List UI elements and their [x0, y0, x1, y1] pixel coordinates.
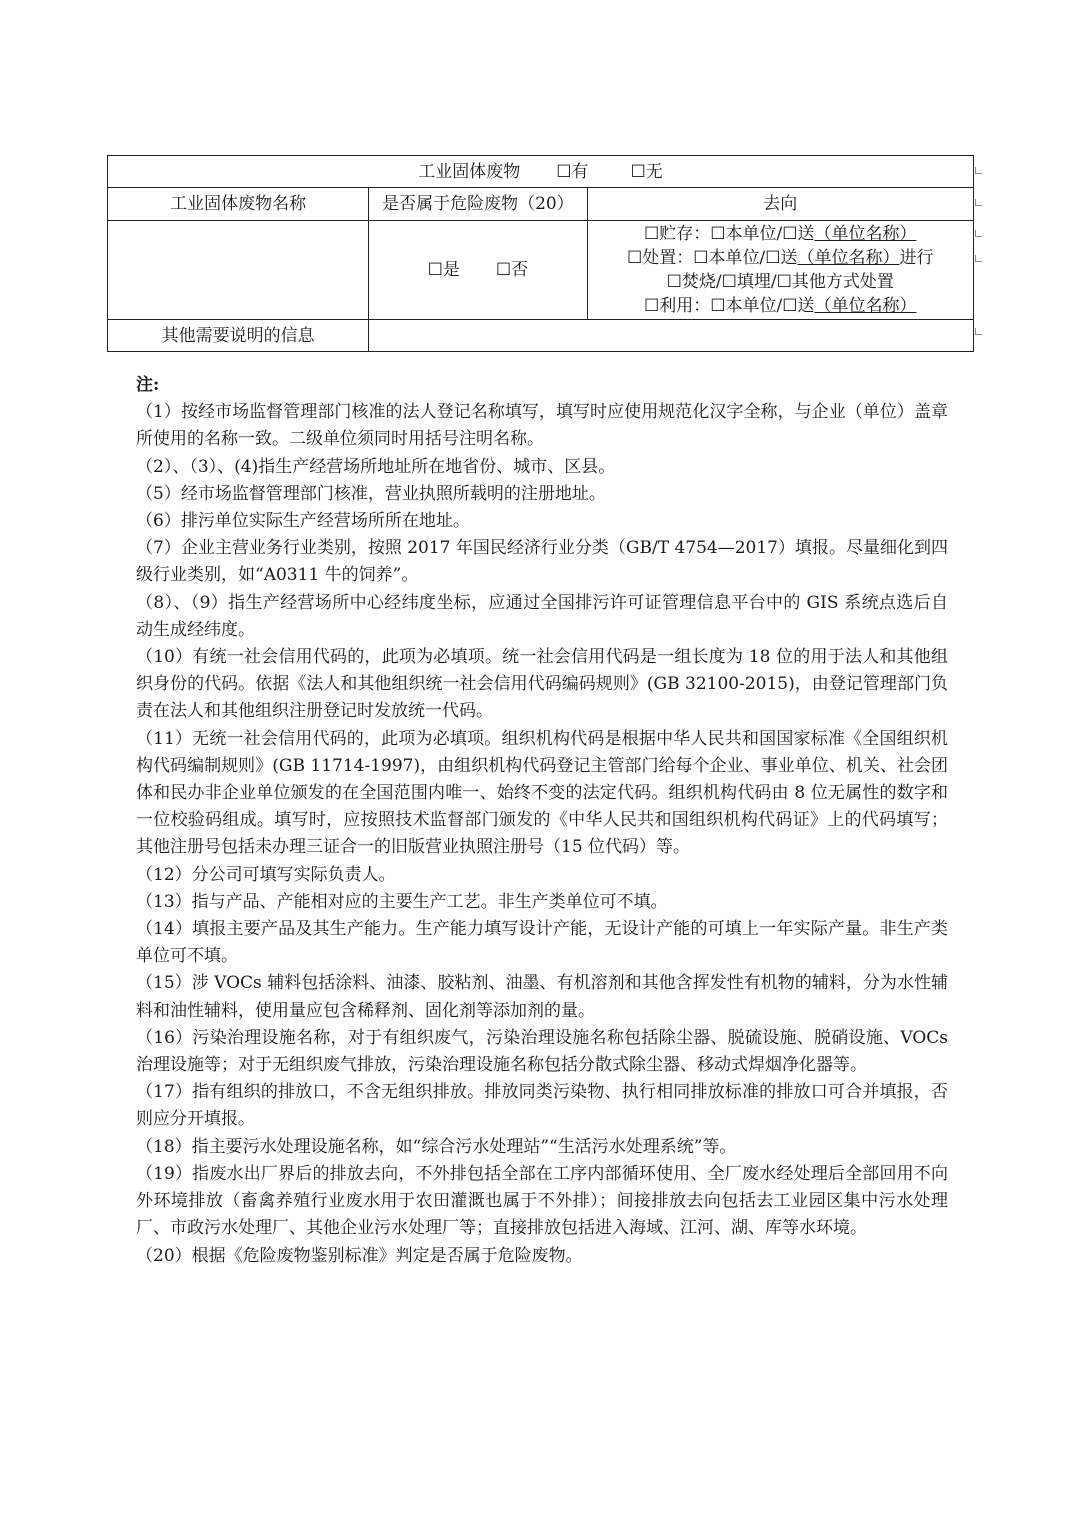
hazardous-no-checkbox[interactable]: ☐否: [495, 260, 529, 280]
use-options[interactable]: ☐利用：☐本单位/☐送: [644, 296, 815, 316]
column-header-hazardous: 是否属于危险废物（20）: [369, 188, 587, 221]
use-unit-name-field[interactable]: （单位名称）: [814, 296, 917, 316]
other-info-field[interactable]: [369, 320, 974, 352]
note-item: （5）经市场监督管理部门核准，营业执照所载明的注册地址。: [136, 483, 606, 504]
solid-waste-no-checkbox[interactable]: ☐无: [630, 161, 663, 182]
note-item: （1）按经市场监督管理部门核准的法人登记名称填写，填写时应使用规范化汉字全称，与企业（单位）盖章所使用的名称一致。二级单位须同时用括号注明名称。: [136, 402, 948, 450]
solid-waste-yes-checkbox[interactable]: ☐有: [556, 161, 589, 182]
note-item: （8）、（9）指生产经营场所中心经纬度坐标，应通过全国排污许可证管理信息平台中的 GIS 系统点选后自动生成经纬度。: [136, 592, 948, 640]
note-item: （20）根据《危险废物鉴别标准》判定是否属于危险废物。: [136, 1245, 583, 1266]
hazardous-yes-checkbox[interactable]: ☐是: [427, 260, 460, 280]
notes-title: 注:: [136, 375, 160, 395]
destination-storage-line: [588, 222, 973, 246]
paragraph-mark-icon: [975, 199, 982, 206]
paragraph-mark-icon: [975, 230, 982, 237]
destination-disposal-line: [588, 246, 973, 270]
note-item: （2）、（3）、(4)指生产经营场所地址所在地省份、城市、区县。: [136, 456, 616, 477]
note-item: （12）分公司可填写实际负责人。: [136, 864, 396, 885]
column-header-destination: 去向: [587, 188, 973, 221]
storage-unit-name-field[interactable]: （单位名称）: [814, 224, 917, 244]
notes-section: [136, 372, 948, 1270]
solid-waste-table: [107, 155, 974, 352]
note-item: （18）指主要污水处理设施名称，如“综合污水处理站”“生活污水处理系统”等。: [136, 1136, 737, 1157]
destination-disposal-methods-line[interactable]: ☐焚烧/☐填埋/☐其他方式处置: [666, 272, 894, 292]
note-item: （11）无统一社会信用代码的，此项为必填项。组织机构代码是根据中华人民共和国国家标准《全国组织机构代码编制规则》(GB 11714-1997)，由组织机构代码登记主管部门给每个企业、事业单位、机关、社会团体和民办非企业单位颁发的在全国范围内唯一、始终不变的法定代码。组织机构代码由 8 位无属性的数字和一位校验码组成。填写时，应按照技术监督部门颁发的《中华人民共和国组织机构代码证》上的代码填写；其他注册号包括未办理三证合一的旧版营业执照注册号（15 位代码）等。: [136, 728, 948, 858]
note-item: （16）污染治理设施名称，对于有组织废气，污染治理设施名称包括除尘器、脱硫设施、脱硝设施、VOCs 治理设施等；对于无组织废气排放，污染治理设施名称包括分散式除尘器、移动式焊烟净化器等。: [136, 1027, 948, 1076]
disposal-options[interactable]: ☐处置：☐本单位/☐送: [627, 248, 798, 268]
destination-use-line: [588, 294, 973, 318]
other-info-label: 其他需要说明的信息: [108, 320, 369, 352]
note-item: （17）指有组织的排放口，不含无组织排放。排放同类污染物、执行相同排放标准的排放口可合并填报，否则应分开填报。: [136, 1082, 948, 1130]
note-item: （15）涉 VOCs 辅料包括涂料、油漆、胶粘剂、油墨、有机溶剂和其他含挥发性有机物的辅料，分为水性辅料和油性辅料，使用量应包含稀释剂、固化剂等添加剂的量。: [136, 973, 948, 1021]
paragraph-mark-icon: [975, 328, 982, 335]
solid-waste-header: [108, 156, 974, 188]
note-item: （13）指与产品、产能相对应的主要生产工艺。非生产类单位可不填。: [136, 891, 668, 912]
note-item: （7）企业主营业务行业类别，按照 2017 年国民经济行业分类（GB/T 4754—2017）填报。尽量细化到四级行业类别，如“A0311 牛的饲养”。: [136, 538, 948, 586]
column-header-waste-name: 工业固体废物名称: [108, 188, 369, 221]
note-item: （19）指废水出厂界后的排放去向，不外排包括全部在工序内部循环使用、全厂废水经处理后全部回用不向外环境排放（畜禽养殖行业废水用于农田灌溉也属于不外排）；间接排放去向包括去工业园区集中污水处理厂、市政污水处理厂、其他企业污水处理厂等；直接排放包括进入海域、江河、湖、库等水环境。: [136, 1163, 948, 1239]
waste-name-field[interactable]: [108, 221, 369, 320]
disposal-suffix: 进行: [899, 248, 934, 268]
hazardous-cell: [369, 221, 587, 320]
paragraph-mark-icon: [975, 255, 982, 262]
note-item: （10）有统一社会信用代码的，此项为必填项。统一社会信用代码是一组长度为 18 位的用于法人和其他组织身份的代码。依据《法人和其他组织统一社会信用代码编码规则》(GB 32100-2015)，由登记管理部门负责在法人和其他组织注册登记时发放统一代码。: [136, 647, 948, 722]
solid-waste-header-title: 工业固体废物: [418, 161, 521, 182]
storage-options[interactable]: ☐贮存：☐本单位/☐送: [644, 224, 815, 244]
note-item: （14）填报主要产品及其生产能力。生产能力填写设计产能，无设计产能的可填上一年实际产量。非生产类单位可不填。: [136, 919, 948, 967]
note-item: （6）排污单位实际生产经营场所所在地址。: [136, 511, 470, 532]
paragraph-mark-icon: [975, 167, 982, 174]
destination-cell: [587, 221, 973, 320]
disposal-unit-name-field[interactable]: （单位名称）: [797, 248, 900, 268]
